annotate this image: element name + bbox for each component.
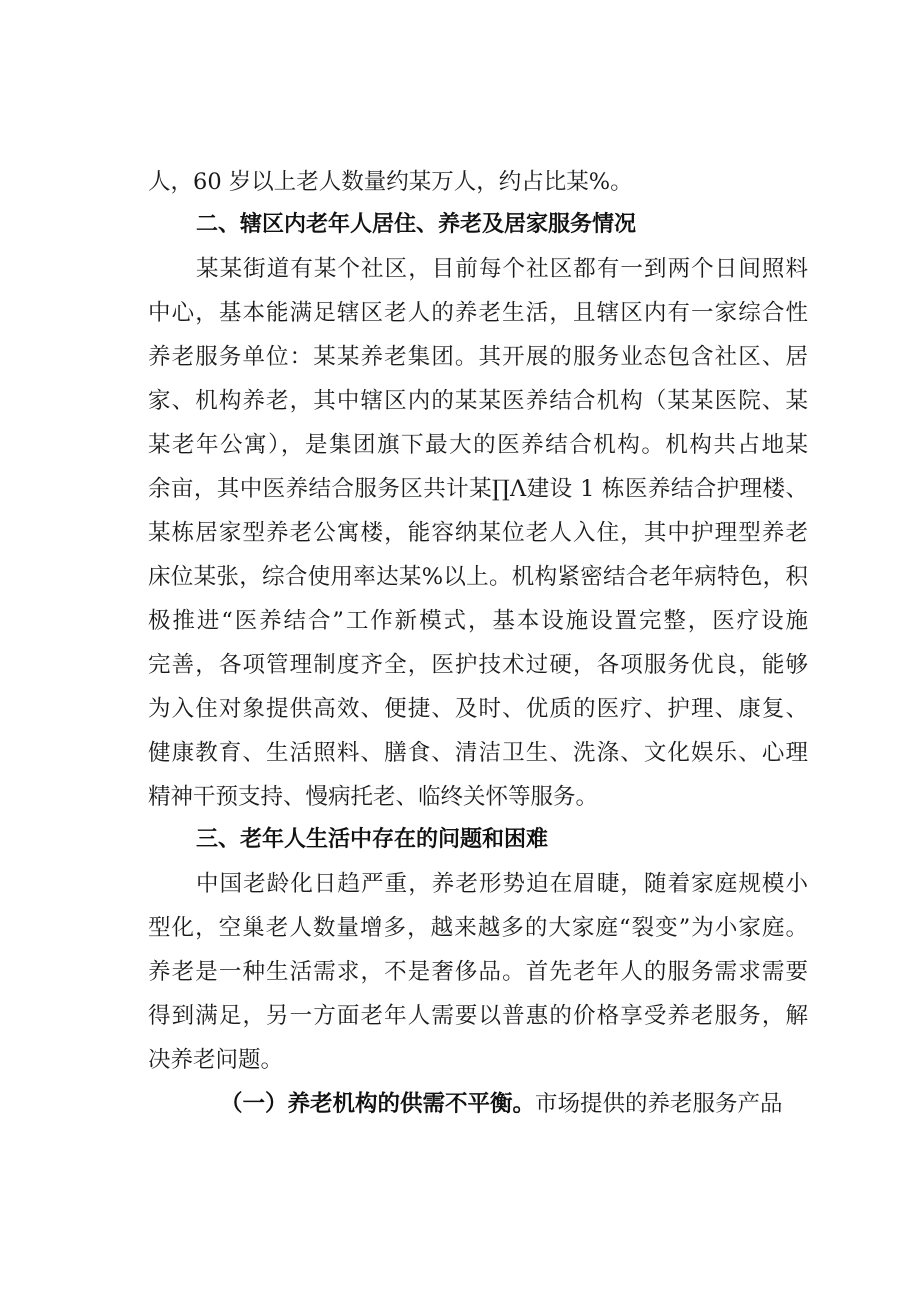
paragraph-line: 养老服务单位：某某养老集团。其开展的服务业态包含社区、居	[148, 344, 808, 370]
paragraph-line: 得到满足，另一方面老年人需要以普惠的价格享受养老服务，解	[148, 1003, 808, 1029]
subsection-heading-1: （一）养老机构的供需不平衡。	[220, 1091, 536, 1117]
paragraph-line: 某栋居家型养老公寓楼，能容纳某位老人入住，其中护理型养老	[148, 520, 808, 546]
subsection-paragraph	[220, 1082, 808, 1126]
paragraph-line: 家、机构养老，其中辖区内的某某医养结合机构（某某医院、某	[148, 388, 808, 414]
paragraph-line: 决养老问题。	[148, 1047, 284, 1073]
paragraph-line: 型化，空巢老人数量增多，越来越多的大家庭“裂变”为小家庭。	[148, 915, 808, 941]
paragraph-line: 中国老龄化日趋严重，养老形势迫在眉睫，随着家庭规模小	[196, 871, 808, 897]
paragraph-line: 健康教育、生活照料、膳食、清洁卫生、洗涤、文化娱乐、心理	[148, 740, 808, 766]
paragraph-line: 某某街道有某个社区，目前每个社区都有一到两个日间照料	[196, 256, 808, 282]
paragraph-line: 人，60 岁以上老人数量约某万人，约占比某%。	[148, 169, 633, 195]
paragraph-line: 某老年公寓），是集团旗下最大的医养结合机构。机构共占地某	[148, 432, 808, 458]
paragraph-line: 为入住对象提供高效、便捷、及时、优质的医疗、护理、康复、	[148, 696, 808, 722]
paragraph-line: 床位某张，综合使用率达某%以上。机构紧密结合老年病特色，积	[148, 564, 808, 590]
paragraph-line: 完善，各项管理制度齐全，医护技术过硬，各项服务优良，能够	[148, 652, 808, 678]
section-heading-3: 三、老年人生活中存在的问题和困难	[196, 827, 549, 852]
section-heading-2: 二、辖区内老年人居住、养老及居家服务情况	[196, 212, 637, 237]
subsection-text: 市场提供的养老服务产品	[535, 1091, 783, 1117]
paragraph-line: 余亩，其中医养结合服务区共计某∏Λ建设 1 栋医养结合护理楼、	[148, 476, 808, 502]
paragraph-line: 精神干预支持、慢病托老、临终关怀等服务。	[148, 784, 599, 810]
paragraph-line: 中心，基本能满足辖区老人的养老生活，且辖区内有一家综合性	[148, 300, 808, 326]
paragraph-line: 极推进“医养结合”工作新模式，基本设施设置完整，医疗设施	[148, 608, 808, 634]
paragraph-line: 养老是一种生活需求，不是奢侈品。首先老年人的服务需求需要	[148, 959, 808, 985]
